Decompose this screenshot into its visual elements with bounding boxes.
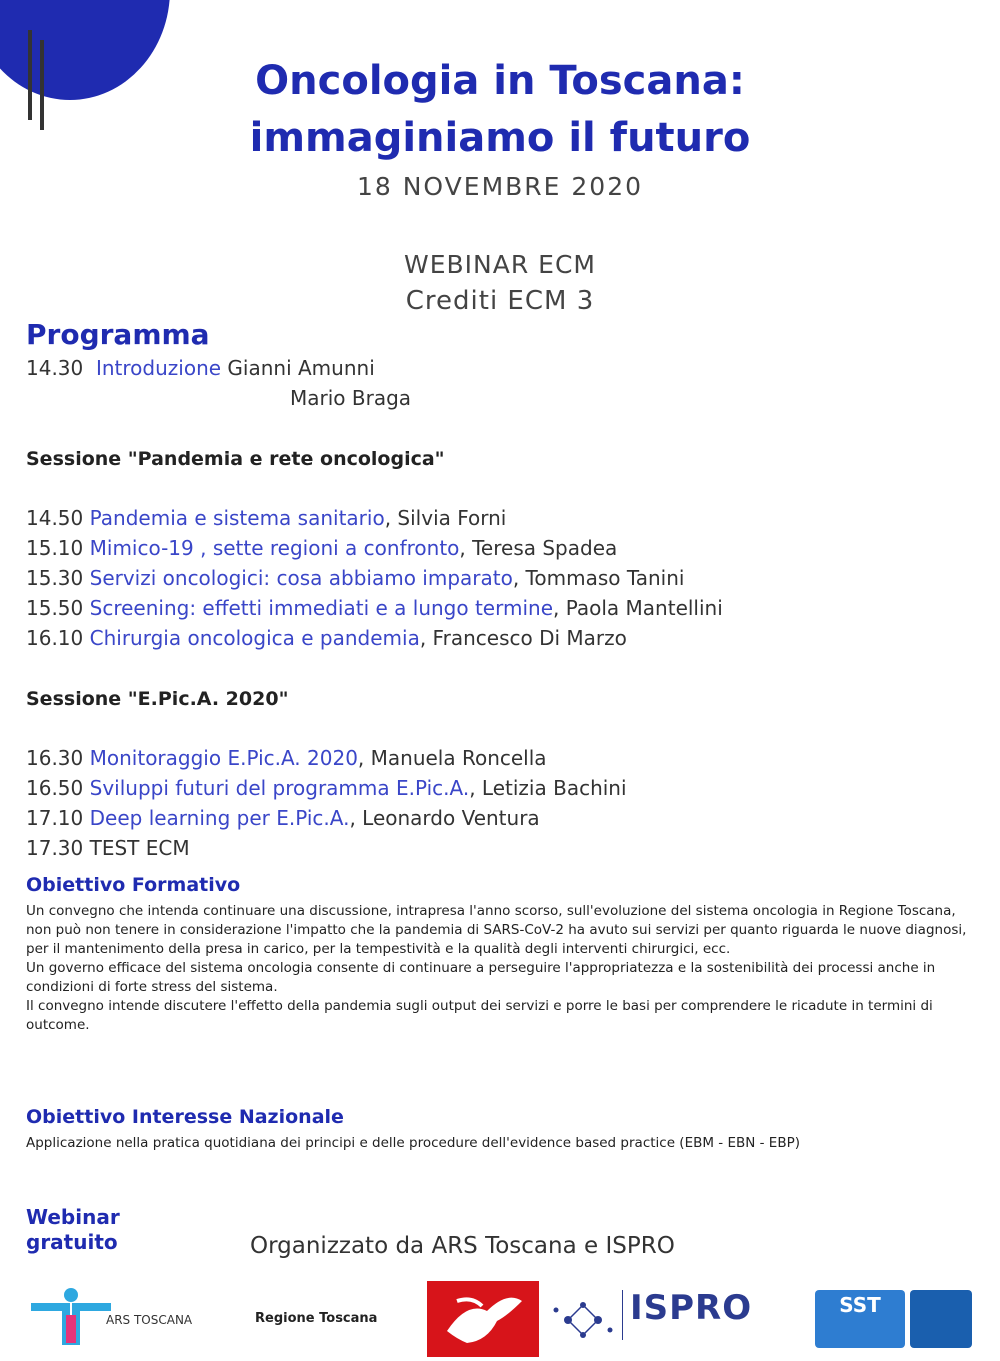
time: 16.10: [26, 626, 84, 650]
ispro-logo: ISPRO: [630, 1288, 753, 1328]
program-row: [26, 566, 684, 590]
pegasus-icon: [427, 1281, 539, 1357]
ars-logo: [26, 1285, 226, 1345]
ars-figure-icon: [26, 1285, 116, 1345]
program-row: [26, 596, 723, 620]
session-title-1: Sessione "Pandemia e rete oncologica": [26, 448, 445, 470]
paragraph: Un governo efficace del sistema oncologia consente di continuare a perseguire l'appropriatezza e la sostenibilità dei processi anche in condizioni di forte stress del sistema.: [26, 960, 936, 995]
regione-toscana-logo: Regione Toscana: [255, 1311, 378, 1326]
title-line-2: immaginiamo il futuro: [249, 115, 751, 161]
talk-title[interactable]: Servizi oncologici: cosa abbiamo imparato: [89, 566, 513, 590]
talk-title[interactable]: Chirurgia oncologica e pandemia: [89, 626, 420, 650]
speaker: TEST ECM: [83, 836, 190, 860]
speaker: , Paola Mantellini: [553, 596, 723, 620]
time: 17.30: [26, 836, 84, 860]
credits-label: Crediti ECM 3: [405, 286, 595, 316]
program-row: [26, 836, 190, 860]
objective-heading: Obiettivo Formativo: [26, 874, 241, 896]
program-row-intro: [26, 356, 375, 380]
speaker: , Teresa Spadea: [459, 536, 618, 560]
talk-title[interactable]: Screening: effetti immediati e a lungo termine: [89, 596, 553, 620]
time: 17.10: [26, 806, 84, 830]
ssr-logo: [815, 1290, 905, 1348]
ssr-logo-panel: [910, 1290, 972, 1348]
session-title-2: Sessione "E.Pic.A. 2020": [26, 688, 289, 710]
talk-title[interactable]: Mimico-19 , sette regioni a confronto: [89, 536, 460, 560]
time: 15.50: [26, 596, 84, 620]
free-webinar-label: Webinar gratuito: [26, 1205, 120, 1254]
talk-title[interactable]: Sviluppi futuri del programma E.Pic.A.: [89, 776, 470, 800]
program-row: [26, 536, 617, 560]
event-date: 18 NOVEMBRE 2020: [356, 172, 644, 201]
national-objective-heading: Obiettivo Interesse Nazionale: [26, 1106, 344, 1128]
talk-title[interactable]: Pandemia e sistema sanitario: [89, 506, 385, 530]
talk-title[interactable]: Monitoraggio E.Pic.A. 2020: [89, 746, 358, 770]
time: 16.50: [26, 776, 84, 800]
program-heading: Programma: [26, 318, 210, 351]
program-row: [26, 806, 540, 830]
paragraph: Il convegno intende discutere l'effetto della pandemia sugli output dei servizi e porre le basi per comprendere le ricadute in termini di outcome.: [26, 998, 933, 1033]
speaker: , Tommaso Tanini: [512, 566, 685, 590]
paragraph: Un convegno che intenda continuare una discussione, intrapresa l'anno scorso, sull'evoluzione del sistema oncologia in Regione Toscana, non può non tenere in considerazione l'impatto che la pandemia di SARS-CoV-2 ha avuto sui servizi per quanto riguarda le nuove diagnosi, per il mantenimento della presa in carico, per la tempestività e la qualità degli interventi chirurgici, ecc.: [26, 903, 967, 957]
speaker: , Letizia Bachini: [469, 776, 627, 800]
speaker: Mario Braga: [290, 386, 412, 410]
speaker: Gianni Amunni: [227, 356, 375, 380]
talk-title[interactable]: Deep learning per E.Pic.A.: [89, 806, 350, 830]
program-row: [26, 626, 627, 650]
time: 15.30: [26, 566, 84, 590]
organizer-text: Organizzato da ARS Toscana e ISPRO: [250, 1233, 675, 1259]
ispro-network-icon: [548, 1290, 618, 1350]
speaker: , Silvia Forni: [384, 506, 507, 530]
ars-logo-text: ARS TOSCANA: [106, 1313, 193, 1327]
national-objective-text: Applicazione nella pratica quotidiana dei principi e delle procedure dell'evidence based practice (EBM - EBN - EBP): [26, 1135, 801, 1151]
time: 15.10: [26, 536, 84, 560]
talk-title[interactable]: Introduzione: [95, 356, 222, 380]
program-row: [26, 746, 547, 770]
speaker: , Leonardo Ventura: [349, 806, 540, 830]
objective-text: [26, 902, 976, 1035]
speaker: , Manuela Roncella: [357, 746, 547, 770]
logo-divider: [622, 1290, 623, 1340]
title-line-1: Oncologia in Toscana:: [255, 58, 745, 104]
time: 14.50: [26, 506, 84, 530]
time: 14.30: [26, 356, 84, 380]
webinar-label: WEBINAR ECM: [404, 250, 596, 279]
program-row-intro-speaker2: [290, 386, 411, 410]
speaker: , Francesco Di Marzo: [419, 626, 627, 650]
time: 16.30: [26, 746, 84, 770]
ssr-logo-text: SST: [839, 1293, 881, 1317]
program-row: [26, 776, 627, 800]
regione-toscana-emblem: [427, 1281, 539, 1357]
program-row: [26, 506, 506, 530]
